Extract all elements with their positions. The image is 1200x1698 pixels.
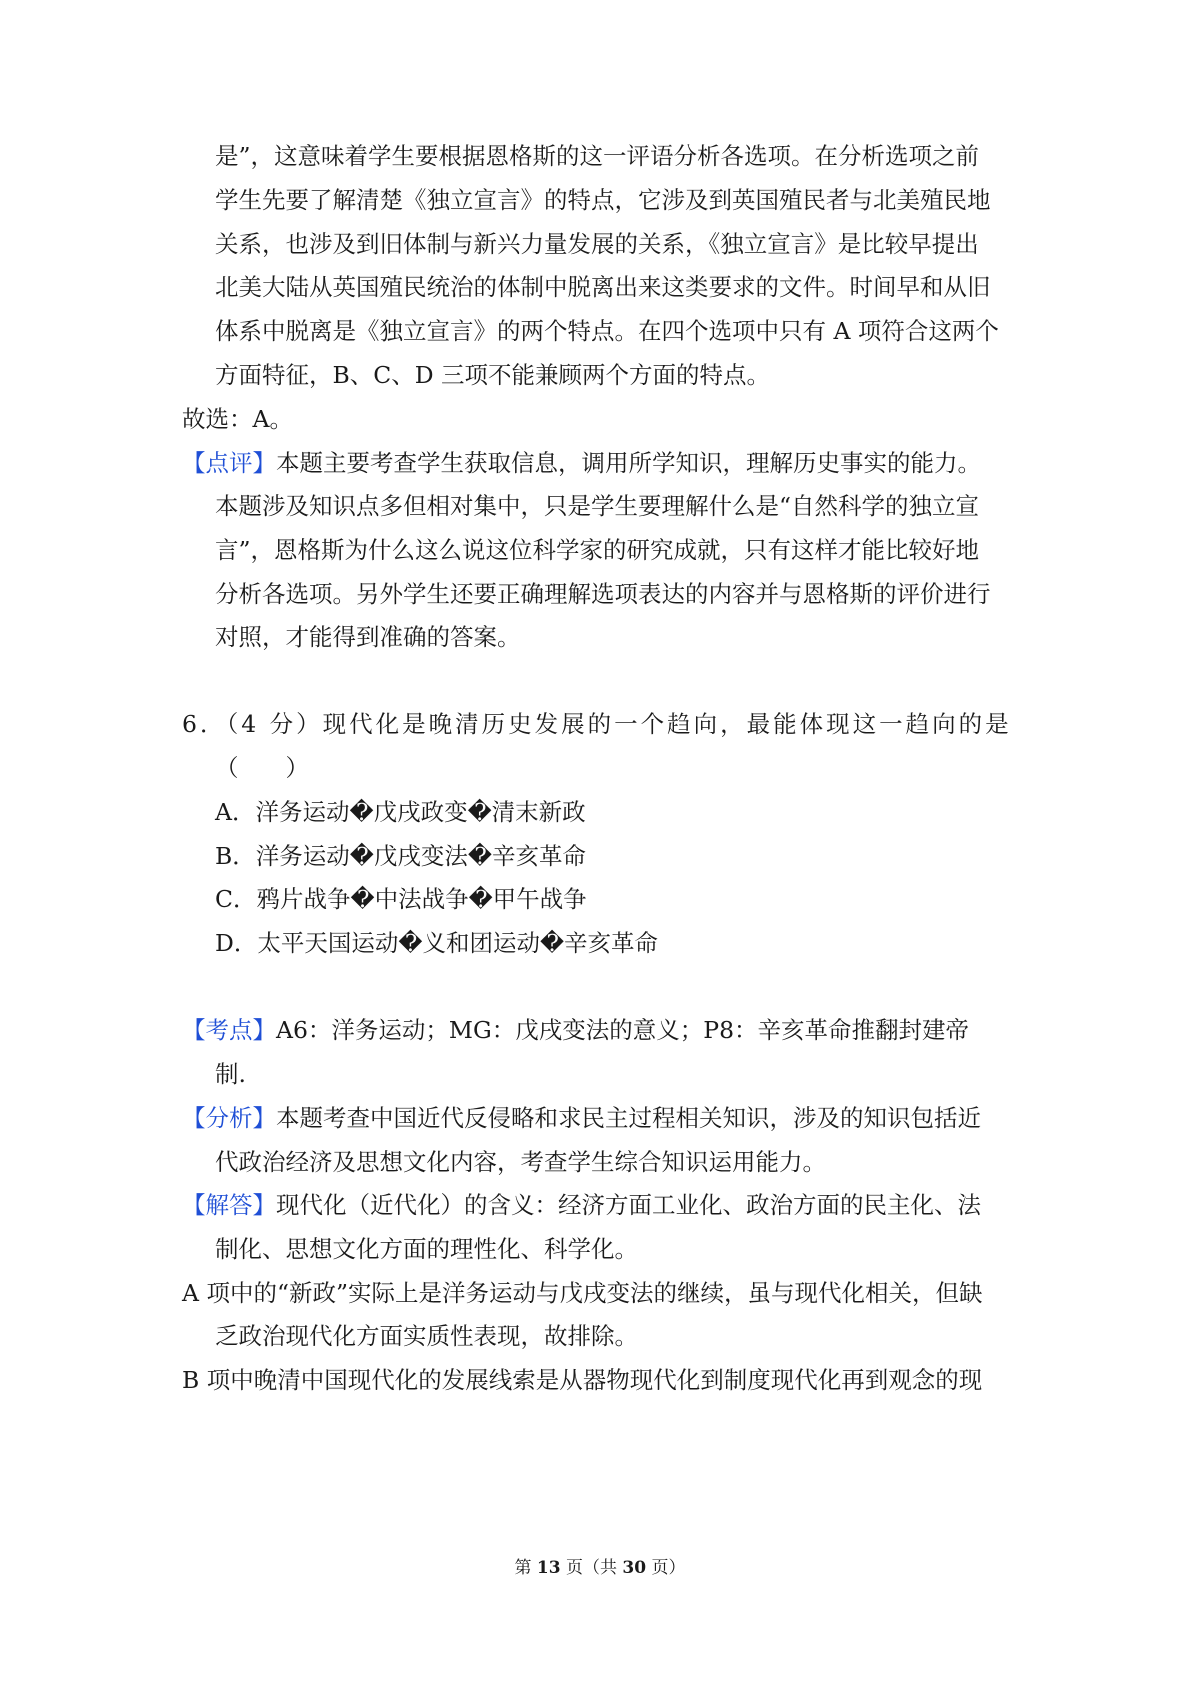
comment-text: 本题主要考查学生获取信息，调用所学知识，理解历史事实的能力。 bbox=[276, 449, 981, 477]
page-number: 13 bbox=[536, 1558, 561, 1578]
question-stem: 6．（4 分）现代化是晚清历史发展的一个趋向，最能体现这一趋向的是 bbox=[182, 710, 1012, 738]
kaodian-tag: 【考点】 bbox=[182, 1016, 276, 1044]
total-pages: 30 bbox=[622, 1558, 647, 1578]
paragraph-line: 本题涉及知识点多但相对集中，只是学生要理解什么是“自然科学的独立宣 bbox=[215, 492, 980, 520]
jieda-tag: 【解答】 bbox=[182, 1191, 276, 1219]
answer-paren: （ ） bbox=[215, 754, 309, 782]
kaodian-text: A6：洋务运动；MG：戊戌变法的意义；P8：辛亥革命推翻封建帝 bbox=[276, 1016, 970, 1044]
paragraph-line: 体系中脱离是《独立宣言》的两个特点。在四个选项中只有 A 项符合这两个 bbox=[215, 317, 999, 345]
answer-choice: 故选：A。 bbox=[182, 405, 293, 433]
comment-first-line bbox=[182, 447, 981, 479]
paragraph-line: 北美大陆从英国殖民统治的体制中脱离出来这类要求的文件。时间早和从旧 bbox=[215, 273, 991, 301]
kaodian-first-line bbox=[182, 1014, 969, 1046]
paragraph-line: 对照，才能得到准确的答案。 bbox=[215, 623, 521, 651]
paragraph-line: 分析各选项。另外学生还要正确理解选项表达的内容并与恩格斯的评价进行 bbox=[215, 580, 991, 608]
option-b-analysis: B 项中晚清中国现代化的发展线索是从器物现代化到制度现代化再到观念的现 bbox=[182, 1366, 983, 1394]
fenxi-tag: 【分析】 bbox=[182, 1104, 276, 1132]
paragraph-line: 言”，恩格斯为什么这么说这位科学家的研究成就，只有这样才能比较好地 bbox=[215, 536, 980, 564]
comment-tag: 【点评】 bbox=[182, 449, 276, 477]
paragraph-line: 方面特征，B、C、D 三项不能兼顾两个方面的特点。 bbox=[215, 361, 771, 389]
kaodian-second-line: 制. bbox=[215, 1060, 246, 1088]
option-b: B．洋务运动�戊戌变法�辛亥革命 bbox=[215, 842, 586, 870]
fenxi-second-line: 代政治经济及思想文化内容，考查学生综合知识运用能力。 bbox=[215, 1148, 826, 1176]
page-footer: 第 13 页（共 30 页） bbox=[514, 1558, 686, 1578]
fenxi-first-line bbox=[182, 1102, 981, 1134]
option-a-analysis: A 项中的“新政”实际上是洋务运动与戊戌变法的继续，虽与现代化相关，但缺 bbox=[182, 1279, 983, 1307]
paragraph-line: 学生先要了解清楚《独立宣言》的特点，它涉及到英国殖民者与北美殖民地 bbox=[215, 186, 991, 214]
fenxi-text: 本题考查中国近代反侵略和求民主过程相关知识，涉及的知识包括近 bbox=[276, 1104, 981, 1132]
jieda-text: 现代化（近代化）的含义：经济方面工业化、政治方面的民主化、法 bbox=[276, 1191, 981, 1219]
option-a: A．洋务运动�戊戌政变�清末新政 bbox=[215, 798, 586, 826]
jieda-second-line: 制化、思想文化方面的理性化、科学化。 bbox=[215, 1235, 638, 1263]
option-d: D．太平天国运动�义和团运动�辛亥革命 bbox=[215, 929, 659, 957]
paragraph-line: 关系，也涉及到旧体制与新兴力量发展的关系，《独立宣言》是比较早提出 bbox=[215, 230, 979, 258]
jieda-first-line bbox=[182, 1189, 981, 1221]
option-a-analysis-cont: 乏政治现代化方面实质性表现，故排除。 bbox=[215, 1322, 638, 1350]
option-c: C．鸦片战争�中法战争�甲午战争 bbox=[215, 885, 587, 913]
paragraph-line: 是”，这意味着学生要根据恩格斯的这一评语分析各选项。在分析选项之前 bbox=[215, 142, 980, 170]
